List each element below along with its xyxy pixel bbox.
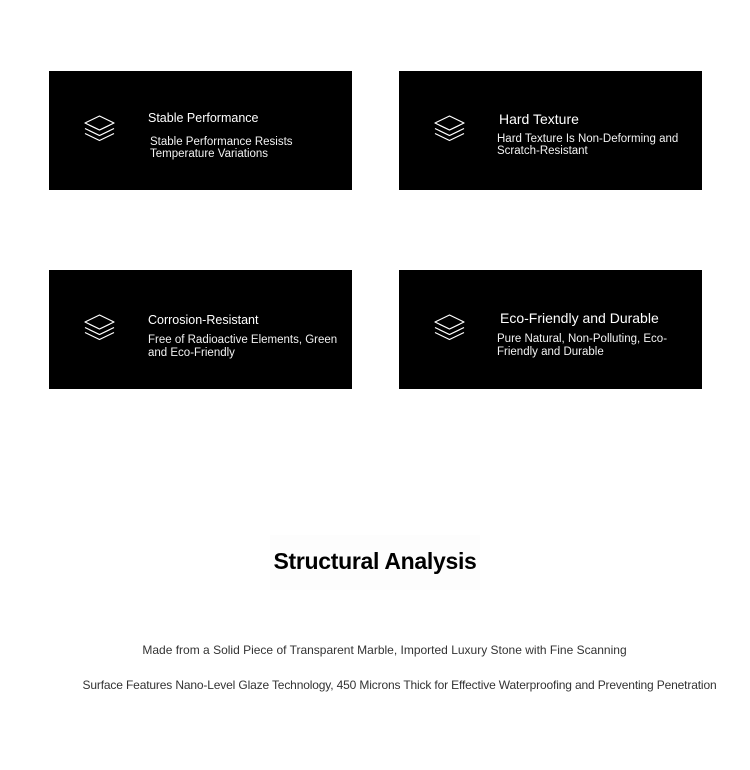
section-title-text: Structural Analysis (273, 548, 477, 574)
analysis-line: Made from a Solid Piece of Transparent Marble, Imported Luxury Stone with Fine Scanning (142, 643, 627, 657)
feature-description: Stable Performance Resists Temperature Variations (150, 136, 293, 160)
feature-card-eco-friendly (399, 270, 702, 389)
section-title (270, 535, 480, 590)
feature-title: Stable Performance (148, 111, 259, 125)
feature-title: Corrosion-Resistant (148, 313, 259, 327)
feature-description: Hard Texture Is Non-Deforming and Scratch-Resistant (497, 133, 679, 157)
layers-icon (433, 312, 466, 345)
feature-description: Pure Natural, Non-Polluting, Eco-Friendly and Durable (497, 333, 668, 358)
layers-icon (83, 312, 116, 345)
feature-description: Free of Radioactive Elements, Green and Eco-Friendly (148, 334, 338, 359)
layers-icon (83, 113, 116, 146)
feature-title: Hard Texture (499, 111, 579, 127)
layers-icon (433, 113, 466, 146)
feature-card-stable-performance (49, 71, 352, 190)
feature-card-corrosion-resistant (49, 270, 352, 389)
feature-card-hard-texture (399, 71, 702, 190)
feature-title: Eco-Friendly and Durable (500, 310, 659, 326)
analysis-line: Surface Features Nano-Level Glaze Technology, 450 Microns Thick for Effective Waterproofing and Preventing Penetration (82, 678, 717, 692)
